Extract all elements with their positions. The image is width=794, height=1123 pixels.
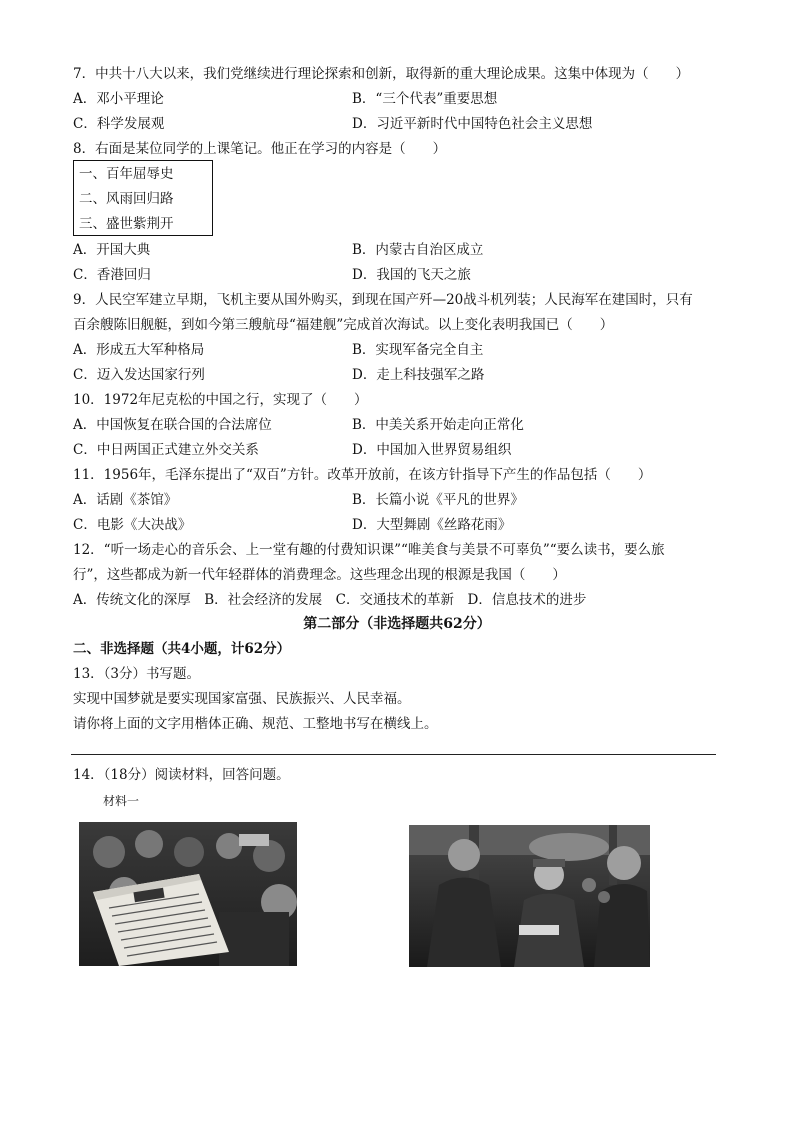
q8-stem: 8．右面是某位同学的上课笔记。他正在学习的内容是（ ） — [73, 141, 447, 157]
q14-stem: 14．（18分）阅读材料，回答问题。 — [73, 767, 290, 783]
q8-note-2: 二、风雨回归路 — [79, 191, 174, 207]
q13-text: 实现中国梦就是要实现国家富强、民族振兴、人民幸福。 — [73, 691, 411, 707]
part2-title: 第二部分（非选择题共62分） — [303, 616, 491, 632]
photo-newspaper-crowd-image — [79, 822, 297, 966]
q8-option-c: C．香港回归 — [73, 267, 151, 283]
q10-stem: 10．1972年尼克松的中国之行，实现了（ ） — [73, 392, 368, 408]
q7-stem: 7．中共十八大以来，我们党继续进行理论探索和创新，取得新的重大理论成果。这集中体现为（ ） — [73, 66, 690, 82]
q10-option-d: D．中国加入世界贸易组织 — [352, 442, 512, 458]
q10-option-c: C．中日两国正式建立外交关系 — [73, 442, 259, 458]
q11-option-d: D．大型舞剧《丝路花雨》 — [352, 517, 512, 533]
q10-option-a: A．中国恢复在联合国的合法席位 — [73, 417, 272, 433]
q11-option-a: A．话剧《茶馆》 — [73, 492, 178, 508]
q13-instruction: 请你将上面的文字用楷体正确、规范、工整地书写在横线上。 — [73, 716, 438, 732]
q7-option-c: C．科学发展观 — [73, 116, 165, 132]
material-1-label: 材料一 — [103, 794, 140, 808]
writing-line — [71, 754, 716, 755]
material-photo-leaders — [409, 825, 650, 967]
q12-stem-line2: 行”，这些都成为新一代年轻群体的消费理念。这些理念出现的根源是我国（ ） — [73, 567, 566, 583]
q9-option-c: C．迈入发达国家行列 — [73, 367, 205, 383]
q7-option-a: A．邓小平理论 — [73, 91, 164, 107]
q12-options: A．传统文化的深厚 B．社会经济的发展 C．交通技术的革新 D．信息技术的进步 — [73, 592, 587, 608]
q13-stem: 13．（3分）书写题。 — [73, 666, 201, 682]
q9-option-a: A．形成五大军种格局 — [73, 342, 205, 358]
q10-option-b: B．中美关系开始走向正常化 — [352, 417, 524, 433]
q8-option-b: B．内蒙古自治区成立 — [352, 242, 484, 258]
q8-option-d: D．我国的飞天之旅 — [352, 267, 471, 283]
q8-note-3: 三、盛世紫荆开 — [79, 216, 174, 232]
q12-stem-line1: 12．“听一场走心的音乐会、上一堂有趣的付费知识课”“唯美食与美景不可辜负”“要么读书，要么旅 — [73, 542, 665, 558]
q7-option-d: D．习近平新时代中国特色社会主义思想 — [352, 116, 593, 132]
part2-section-heading: 二、非选择题（共4小题，计62分） — [73, 641, 291, 657]
q8-notes-box — [73, 160, 213, 236]
q9-option-d: D．走上科技强军之路 — [352, 367, 485, 383]
q9-stem-line2: 百余艘陈旧舰艇，到如今第三艘航母“福建舰”完成首次海试。以上变化表明我国已（ ） — [73, 317, 614, 333]
q7-option-b: B．“三个代表”重要思想 — [352, 91, 498, 107]
q11-stem: 11．1956年，毛泽东提出了“双百”方针。改革开放前，在该方针指导下产生的作品包括（ ） — [73, 467, 652, 483]
photo-leaders-image — [409, 825, 650, 967]
q11-option-b: B．长篇小说《平凡的世界》 — [352, 492, 524, 508]
q9-stem-line1: 9．人民空军建立早期，飞机主要从国外购买，到现在国产歼—20战斗机列装；人民海军在建国时，只有 — [73, 292, 693, 308]
material-photo-newspaper-crowd — [79, 822, 297, 966]
q8-option-a: A．开国大典 — [73, 242, 151, 258]
q11-option-c: C．电影《大决战》 — [73, 517, 192, 533]
q8-note-1: 一、百年屈辱史 — [79, 166, 174, 182]
q9-option-b: B．实现军备完全自主 — [352, 342, 484, 358]
